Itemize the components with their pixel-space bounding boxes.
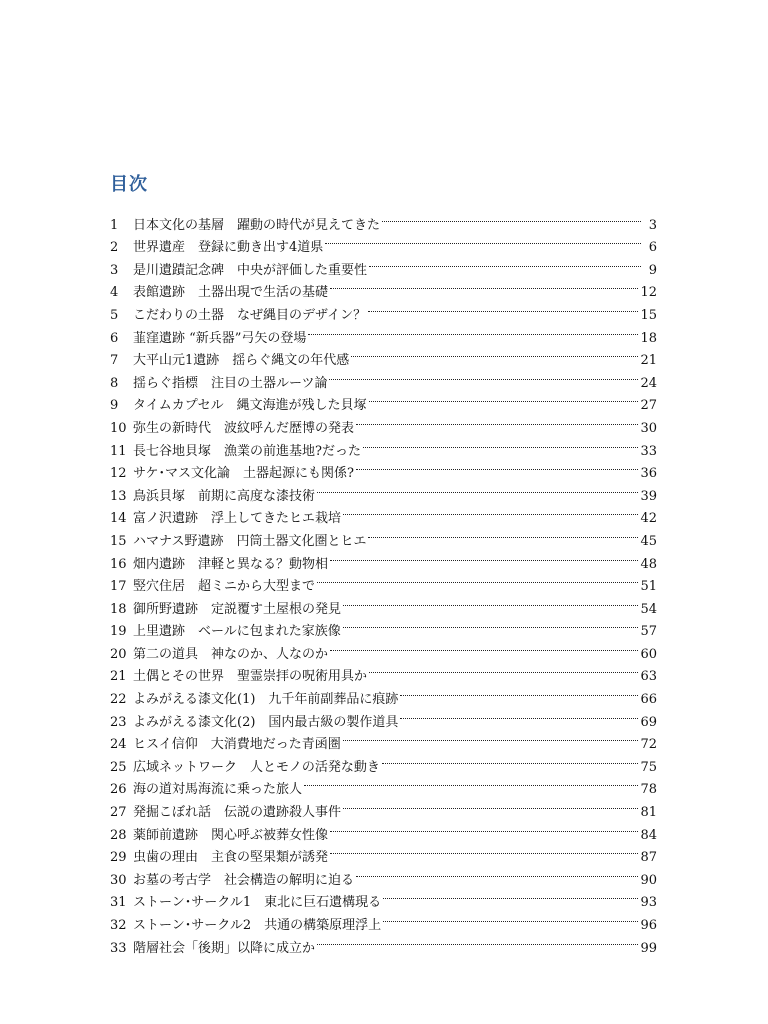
toc-entry-title: ヒスイ信仰 大消費地だった青函圏 xyxy=(133,737,341,753)
toc-dot-leader xyxy=(382,206,641,229)
toc-entry-title: 虫歯の理由 主食の堅果類が誘発 xyxy=(133,850,329,866)
toc-entry-title: 畑内遺跡 津軽と異なる？動物相 xyxy=(133,556,329,572)
toc-dot-leader xyxy=(369,387,639,410)
toc-entry-title: ストーン･サークル1 東北に巨石遺構現る xyxy=(133,895,382,911)
toc-entry-page-number: 51 xyxy=(640,579,657,595)
toc-entry-number: 33 xyxy=(110,940,127,956)
toc-entry-number: 16 xyxy=(110,556,127,572)
toc-dot-leader xyxy=(329,364,638,387)
toc-entry-number: 14 xyxy=(110,511,127,527)
toc-dot-leader xyxy=(368,296,638,319)
toc-entry-page-number: 15 xyxy=(640,307,657,323)
toc-entry-page-number: 12 xyxy=(640,285,657,301)
toc-entry-title: 世界遺産 登録に動き出す4道県 xyxy=(133,240,324,256)
toc-entry-page-number: 36 xyxy=(640,466,657,482)
toc-entry-title: 是川遺蹟記念碑 中央が評価した重要性 xyxy=(133,262,368,278)
toc-entry-number: 8 xyxy=(110,375,119,391)
toc-entry-title: 広域ネットワーク 人とモノの活発な動き xyxy=(133,759,380,775)
toc-entry-number: 9 xyxy=(110,398,119,414)
toc-entry-title: 発掘こぼれ話 伝説の遺跡殺人事件 xyxy=(133,805,342,821)
toc-dot-leader xyxy=(383,884,638,907)
toc-entry-title: 薬師前遺跡 関心呼ぶ被葬女性像 xyxy=(133,827,329,843)
toc-dot-leader xyxy=(330,545,638,568)
toc-entry-page-number: 24 xyxy=(640,375,657,391)
toc-entry-title: 土偶とその世界 聖霊崇拝の呪術用具か xyxy=(133,669,368,685)
toc-entry-title: 長七谷地貝塚 漁業の前進基地?だった xyxy=(133,443,361,459)
toc-entry-page-number: 27 xyxy=(640,398,657,414)
toc-entry-number: 32 xyxy=(110,918,127,933)
toc-entry-page-number: 90 xyxy=(640,872,657,888)
toc-entry-page-number: 72 xyxy=(640,737,657,753)
toc-entry-number: 23 xyxy=(110,714,127,730)
toc-entry-page-number: 69 xyxy=(640,714,657,730)
toc-entry-title: こだわりの土器 なぜ縄目のデザイン？ xyxy=(133,307,367,323)
toc-entry-page-number: 66 xyxy=(640,692,657,708)
toc-dot-leader xyxy=(356,409,638,432)
toc-dot-leader xyxy=(356,455,639,478)
toc-dot-leader xyxy=(317,929,638,952)
toc-entry-title: 韮窪遺跡 “新兵器”弓矢の登場 xyxy=(133,330,307,346)
toc-entry-page-number: 84 xyxy=(640,827,657,843)
toc-entry-number: 20 xyxy=(110,646,127,662)
toc-entry-number: 26 xyxy=(110,782,127,798)
toc-entry-title: 上里遺跡 ベールに包まれた家族像 xyxy=(133,624,341,640)
toc-entry[interactable] xyxy=(110,206,657,233)
toc-entry-page-number: 21 xyxy=(640,353,657,369)
toc-entry-title: サケ･マス文化論 土器起源にも関係? xyxy=(133,466,354,482)
toc-entry-title: 富ノ沢遺跡 浮上してきたヒエ栽培 xyxy=(133,511,342,527)
toc-dot-leader xyxy=(343,613,639,636)
toc-entry-number: 5 xyxy=(110,307,119,323)
toc-entry-number: 29 xyxy=(110,850,127,866)
toc-dot-leader xyxy=(369,658,638,681)
toc-dot-leader xyxy=(317,477,638,500)
toc-dot-leader xyxy=(330,274,638,297)
toc-entry-page-number: 78 xyxy=(640,782,657,798)
toc-dot-leader xyxy=(343,500,638,523)
toc-dot-leader xyxy=(330,816,638,839)
toc-dot-leader xyxy=(343,590,638,613)
toc-entry-title: 大平山元1遺跡 揺らぐ縄文の年代感 xyxy=(133,353,350,369)
toc-entry-page-number: 75 xyxy=(640,759,657,775)
toc-dot-leader xyxy=(343,793,638,816)
toc-entry-title: 御所野遺跡 定説覆す土屋根の発見 xyxy=(133,601,342,617)
toc-list xyxy=(110,206,657,956)
toc-entry-number: 13 xyxy=(110,488,127,504)
toc-entry-page-number: 6 xyxy=(648,240,657,256)
toc-entry-number: 1 xyxy=(110,217,119,233)
toc-entry-title: よみがえる漆文化(2) 国内最古級の製作道具 xyxy=(133,714,399,730)
toc-entry-number: 31 xyxy=(110,895,127,911)
toc-entry-title: タイムカプセル 縄文海進が残した貝塚 xyxy=(133,398,367,414)
toc-dot-leader xyxy=(325,229,641,252)
toc-entry-title: 鳥浜貝塚 前期に高度な漆技術 xyxy=(133,488,316,504)
toc-dot-leader xyxy=(383,906,638,929)
toc-dot-leader xyxy=(343,726,639,749)
toc-entry-title: 階層社会「後期」以降に成立か xyxy=(133,940,316,956)
toc-dot-leader xyxy=(351,342,638,365)
toc-entry-page-number: 63 xyxy=(640,669,657,685)
toc-entry-title: お墓の考古学 社会構造の解明に迫る xyxy=(133,872,355,888)
toc-entry-title: 弥生の新時代 波紋呼んだ歴博の発表 xyxy=(133,420,355,436)
toc-dot-leader xyxy=(330,839,638,862)
toc-entry-title: 第二の道具 神なのか、人なのか xyxy=(133,646,329,662)
toc-entry-number: 11 xyxy=(110,443,127,459)
toc-entry-number: 4 xyxy=(110,285,119,301)
toc-entry-title: 日本文化の基層 躍動の時代が見えてきた xyxy=(133,217,381,233)
toc-entry-number: 17 xyxy=(110,579,127,595)
toc-entry-title: 海の道対馬海流に乗った旅人 xyxy=(133,782,303,798)
toc-entry-number: 21 xyxy=(110,669,127,685)
toc-entry-page-number: 39 xyxy=(640,488,657,504)
toc-entry-number: 30 xyxy=(110,872,127,888)
toc-entry-title: よみがえる漆文化(1) 九千年前副葬品に痕跡 xyxy=(133,692,399,708)
toc-entry-number: 7 xyxy=(110,353,119,369)
toc-entry-number: 27 xyxy=(110,805,127,821)
toc-entry-page-number: 99 xyxy=(640,940,657,956)
toc-entry-number: 24 xyxy=(110,737,127,753)
toc-entry-page-number: 87 xyxy=(640,850,657,866)
toc-entry-number: 6 xyxy=(110,330,119,346)
toc-entry-page-number: 93 xyxy=(640,895,657,911)
toc-dot-leader xyxy=(400,703,638,726)
toc-entry-page-number: 18 xyxy=(640,330,657,346)
toc-entry-page-number: 9 xyxy=(648,262,657,278)
toc-entry-page-number: 57 xyxy=(640,624,657,640)
toc-entry-number: 19 xyxy=(110,624,127,640)
toc-dot-leader xyxy=(382,748,639,771)
toc-entry-page-number: 33 xyxy=(640,443,657,459)
toc-entry-page-number: 48 xyxy=(640,556,657,572)
toc-entry-page-number: 81 xyxy=(640,805,657,821)
toc-dot-leader xyxy=(400,680,638,703)
toc-entry-page-number: 60 xyxy=(640,646,657,662)
toc-dot-leader xyxy=(304,771,638,794)
toc-entry-number: 10 xyxy=(110,420,127,436)
toc-dot-leader xyxy=(363,432,638,455)
toc-entry-title: ハマナス野遺跡 円筒土器文化圏とヒエ xyxy=(133,533,367,549)
toc-entry-number: 22 xyxy=(110,692,127,708)
toc-dot-leader xyxy=(368,522,638,545)
toc-entry-page-number: 30 xyxy=(640,420,657,436)
toc-dot-leader xyxy=(308,319,638,342)
toc-entry-number: 25 xyxy=(110,759,127,775)
toc-entry-number: 18 xyxy=(110,601,127,617)
toc-entry-page-number: 3 xyxy=(648,217,657,233)
toc-entry-title: 揺らぐ指標 注目の土器ルーツ論 xyxy=(133,375,328,391)
toc-entry-number: 2 xyxy=(110,240,119,256)
toc-entry-page-number: 45 xyxy=(640,533,657,549)
toc-dot-leader xyxy=(317,568,638,591)
toc-entry-title: 表館遺跡 土器出現で生活の基礎 xyxy=(133,285,329,301)
toc-entry-number: 15 xyxy=(110,533,127,549)
toc-dot-leader xyxy=(369,251,641,274)
toc-entry-title: 竪穴住居 超ミニから大型まで xyxy=(133,579,316,595)
toc-entry-page-number: 42 xyxy=(640,511,657,527)
toc-entry-page-number: 54 xyxy=(640,601,657,617)
toc-heading: 目次 xyxy=(110,174,148,195)
toc-entry-number: 3 xyxy=(110,262,119,278)
toc-entry-page-number: 96 xyxy=(640,918,657,933)
toc-entry-number: 28 xyxy=(110,827,127,843)
toc-dot-leader xyxy=(356,861,638,884)
toc-entry-number: 12 xyxy=(110,466,127,482)
toc-dot-leader xyxy=(330,635,638,658)
toc-entry-title: ストーン･サークル2 共通の構築原理浮上 xyxy=(133,918,382,933)
